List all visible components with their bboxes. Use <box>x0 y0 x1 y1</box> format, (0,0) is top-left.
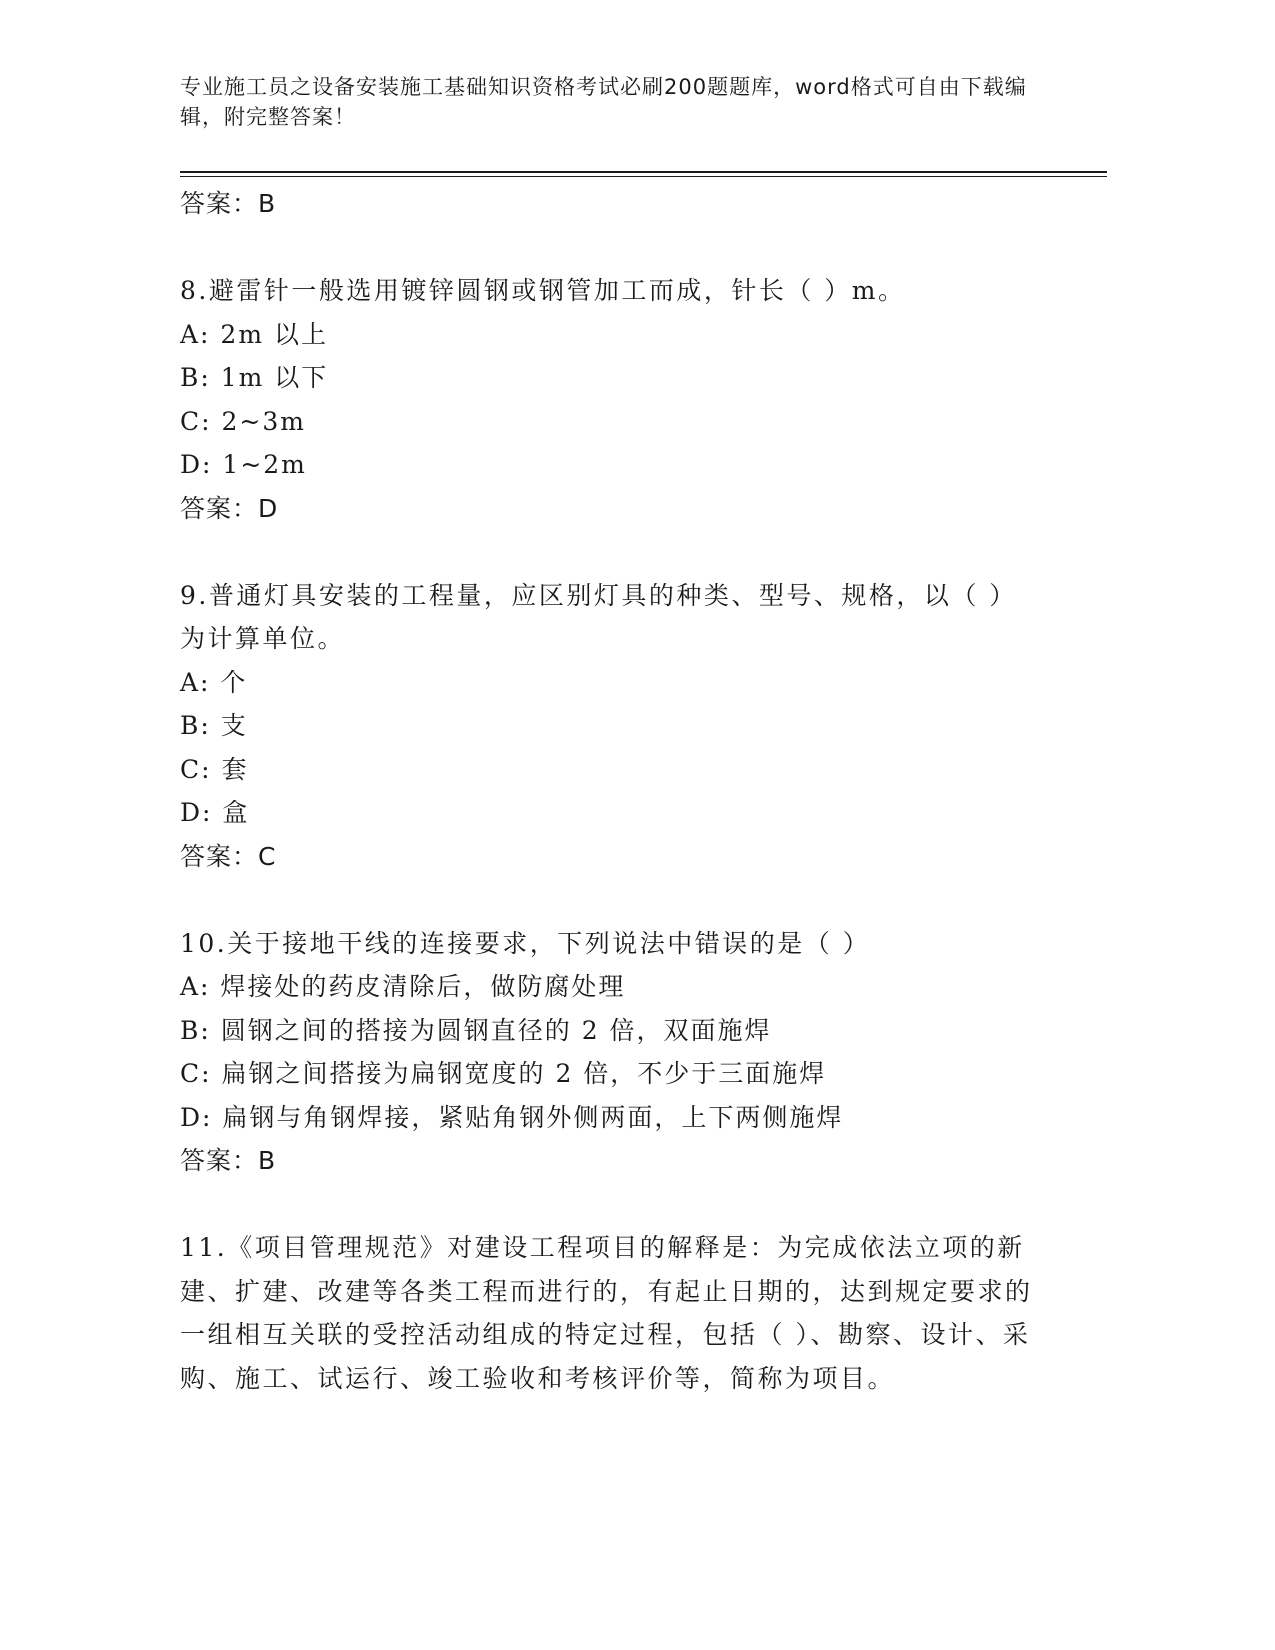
option-b: B: 1m 以下 <box>180 363 329 392</box>
option-c: C: 扁钢之间搭接为扁钢宽度的 2 倍，不少于三面施焊 <box>180 1059 827 1088</box>
question-text: 8.避雷针一般选用镀锌圆钢或钢管加工而成，针长（ ）m。 <box>180 276 906 305</box>
header-divider <box>180 171 1107 173</box>
spacer <box>180 1183 1040 1227</box>
document-body <box>180 182 1040 1400</box>
question-9 <box>180 574 1040 879</box>
option-a: A: 焊接处的药皮清除后，做防腐处理 <box>180 972 626 1001</box>
question-text: 10.关于接地干线的连接要求，下列说法中错误的是（ ） <box>180 928 871 958</box>
question-10 <box>180 922 1040 1183</box>
option-c: C: 套 <box>180 754 249 784</box>
spacer <box>180 878 1040 922</box>
answer: 答案：C <box>180 841 277 871</box>
option-b: B: 支 <box>180 711 248 740</box>
document-header: 专业施工员之设备安装施工基础知识资格考试必刷200题题库，word格式可自由下载编辑，附完整答案！ <box>180 75 1027 129</box>
option-d: D: 盒 <box>180 798 250 827</box>
question-11 <box>180 1226 1040 1400</box>
option-d: D: 扁钢与角钢焊接，紧贴角钢外侧两面，上下两侧施焊 <box>180 1102 844 1132</box>
spacer <box>180 530 1040 574</box>
option-a: A: 个 <box>180 667 248 697</box>
question-text: 11.《项目管理规范》对建设工程项目的解释是：为完成依法立项的新建、扩建、改建等各类工程而进行的，有起止日期的，达到规定要求的一组相互关联的受控活动组成的特定过程，包括（ ）、勘察、设计、采购、施工、试运行、竣工验收和考核评价等，简称为项目。 <box>180 1233 1033 1393</box>
option-b: B: 圆钢之间的搭接为圆钢直径的 2 倍，双面施焊 <box>180 1015 772 1045</box>
question-text: 9.普通灯具安装的工程量，应区别灯具的种类、型号、规格，以（ ）为计算单位。 <box>180 580 1017 653</box>
header-divider-thin <box>180 176 1107 177</box>
spacer <box>180 226 1040 270</box>
answer: 答案：B <box>180 1146 277 1175</box>
answer: 答案：D <box>180 493 279 523</box>
option-c: C: 2~3m <box>180 406 306 436</box>
question-8 <box>180 269 1040 530</box>
answer-7: 答案：B <box>180 189 277 218</box>
option-a: A: 2m 以上 <box>180 319 328 349</box>
option-d: D: 1~2m <box>180 450 307 479</box>
